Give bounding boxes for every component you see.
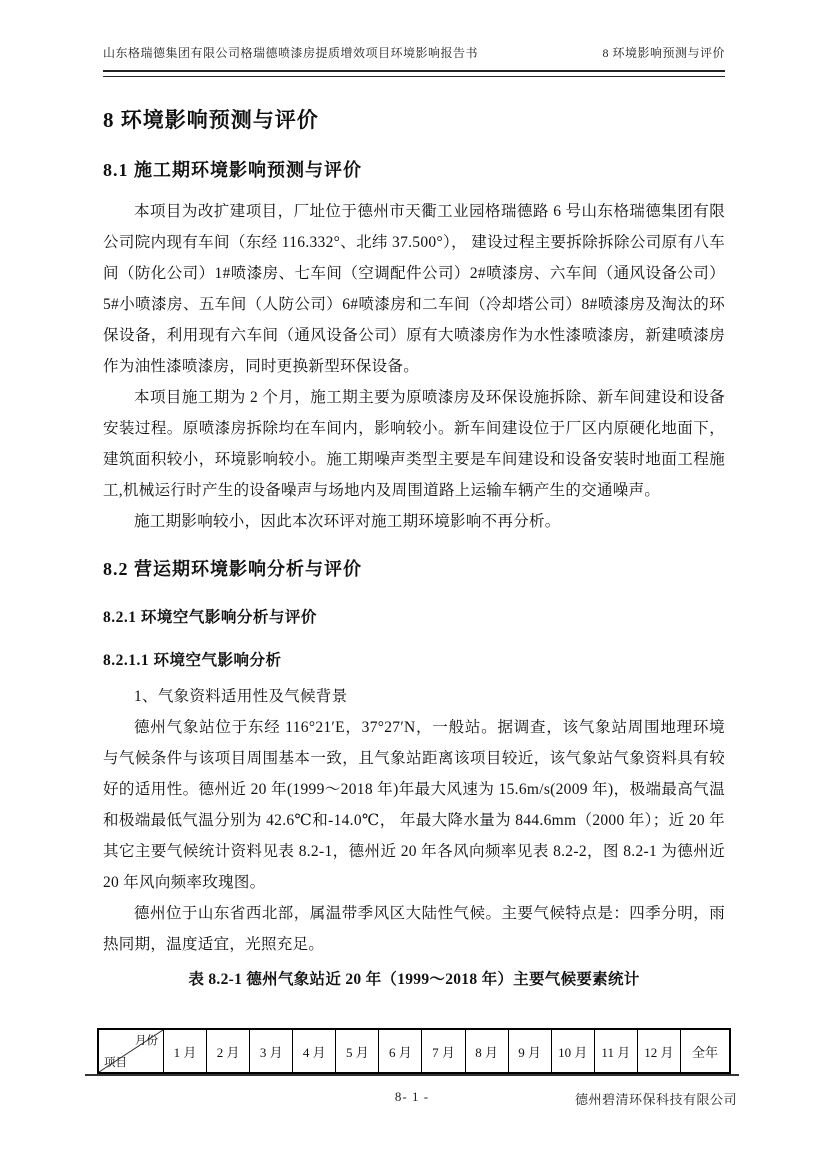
chapter-heading: 8 环境影响预测与评价 (103, 108, 319, 132)
header-chapter-label: 8 环境影响预测与评价 (602, 46, 725, 60)
month-header-cell: 3 月 (250, 1029, 293, 1073)
month-header-cell: 11 月 (594, 1029, 637, 1073)
paragraph: 德州气象站位于东经 116°21′E，37°27′N，一般站。据调查，该气象站周围地理环境与气候条件与该项目周围基本一致，且气象站距离该项目较近，该气象站气象资料具有较好的适用性。德州近 20 年(1999～2018 年)年最大风速为 15.6m/s(2009 年)，极端最高气温和极端最低气温分别为 42.6℃和-14.0℃， 年最大降水量为 844.6mm（2000 年）；近 20 年其它主要气候统计资料见表 8.2-1，德州近 20 年各风向频率见表 8.2-2，图 8.2-1 为德州近 20 年风向频率玫瑰图。 (103, 719, 725, 891)
month-header-cell: 9 月 (508, 1029, 551, 1073)
table-caption: 表 8.2-1 德州气象站近 20 年（1999～2018 年）主要气候要素统计 (188, 971, 640, 988)
table-header-row (98, 1029, 730, 1073)
table-corner-cell (98, 1029, 164, 1073)
month-header-cell: 1 月 (164, 1029, 207, 1073)
year-header-cell: 全年 (681, 1029, 731, 1073)
header-report-title: 山东格瑞德集团有限公司格瑞德喷漆房提质增效项目环境影响报告书 (103, 46, 479, 60)
page-footer (85, 1074, 739, 1107)
month-header-cell: 8 月 (465, 1029, 508, 1073)
page-number: 8- 1 - (394, 1089, 430, 1104)
section-8-1-heading: 8.1 施工期环境影响预测与评价 (103, 160, 362, 180)
climate-elements-table (97, 1028, 731, 1074)
month-header-cell: 7 月 (422, 1029, 465, 1073)
paragraph: 施工期影响较小，因此本次环评对施工期环境影响不再分析。 (134, 513, 561, 530)
month-header-cell: 12 月 (637, 1029, 680, 1073)
month-header-cell: 4 月 (293, 1029, 336, 1073)
footer-company: 德州碧清环保科技有限公司 (574, 1092, 737, 1107)
section-8-2-heading: 8.2 营运期环境影响分析与评价 (103, 559, 362, 579)
month-header-cell: 2 月 (207, 1029, 250, 1073)
paragraph: 德州位于山东省西北部，属温带季风区大陆性气候。主要气候特点是：四季分明，雨热同期，温度适宜，光照充足。 (103, 905, 725, 953)
header-rule (103, 70, 725, 77)
month-header-cell: 6 月 (379, 1029, 422, 1073)
numbered-item: 1、气象资料适用性及气候背景 (134, 688, 348, 705)
month-header-cell: 10 月 (551, 1029, 594, 1073)
corner-label-month: 月份 (135, 1035, 158, 1047)
page-header (103, 0, 725, 61)
corner-label-item: 项目 (104, 1057, 127, 1069)
subsection-8-2-1-heading: 8.2.1 环境空气影响分析与评价 (103, 609, 317, 626)
paragraph: 本项目施工期为 2 个月，施工期主要为原喷漆房及环保设施拆除、新车间建设和设备安装过程。原喷漆房拆除均在车间内，影响较小。新车间建设位于厂区内原硬化地面下，建筑面积较小，环境影响较小。施工期噪声类型主要是车间建设和设备安装时地面工程施工,机械运行时产生的设备噪声与场地内及周围道路上运输车辆产生的交通噪声。 (103, 389, 725, 499)
month-header-cell: 5 月 (336, 1029, 379, 1073)
subsection-8-2-1-1-heading: 8.2.1.1 环境空气影响分析 (103, 652, 282, 669)
paragraph: 本项目为改扩建项目，厂址位于德州市天衢工业园格瑞德路 6 号山东格瑞德集团有限公司院内现有车间（东经 116.332°、北纬 37.500°）， 建设过程主要拆除拆除公司原有八车间（防化公司）1#喷漆房、七车间（空调配件公司）2#喷漆房、六车间（通风设备公司）5#小喷漆房、五车间（人防公司）6#喷漆房和二车间（冷却塔公司）8#喷漆房及淘汰的环保设备，利用现有六车间（通风设备公司）原有大喷漆房作为水性漆喷漆房，新建喷漆房作为油性漆喷漆房，同时更换新型环保设备。 (103, 203, 725, 375)
footer-rule (85, 1074, 739, 1076)
